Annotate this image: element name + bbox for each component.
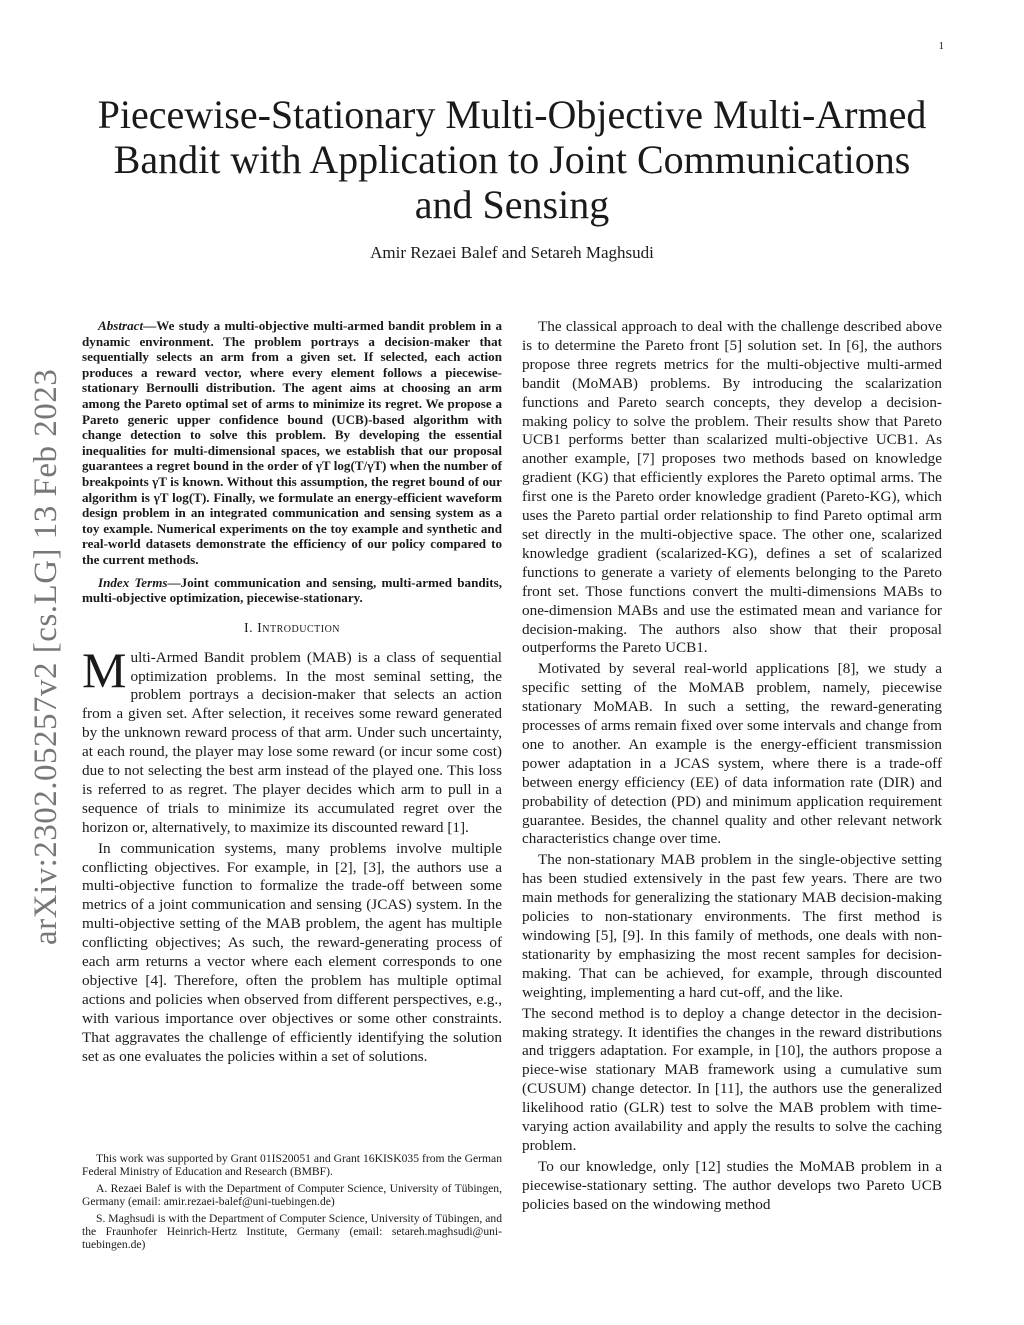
left-column [82,318,502,1067]
footnotes [82,1152,502,1255]
right-column [522,318,942,1215]
index-terms-text: —Joint communication and sensing, multi-armed bandits, multi-objective optimization, piecewise-stationary. [82,574,502,606]
right-paragraph-2: Motivated by several real-world applications [8], we study a specific setting of the MoMAB problem, namely, piecewise stationary MoMAB. In such a setting, the reward-generating processes of arms remain fixed over some intervals and change from one to another. An example is the energy-efficient transmission power adaptation in a JCAS system, where there is a trade-off between energy efficiency (EE) of data information rate (DIR) and probability of detection (PD) and minimum application requirement guarantee. Besides, the channel quality and other relevant network characteristics change over time. [522,660,942,848]
section-heading-introduction: I. Introduction [243,620,341,636]
abstract-lead: Abstract [98,318,144,333]
footnote-author-1: A. Rezaei Balef is with the Department of Computer Science, University of Tübingen, Germany (email: amir.rezaei-balef@uni-tuebingen.de) [82,1181,502,1209]
paper-authors: Amir Rezaei Balef and Setareh Maghsudi [370,243,654,262]
index-terms-lead: Index Terms [98,574,168,590]
right-paragraph-3: The non-stationary MAB problem in the single-objective setting has been studied extensively in the past few years. There are two main methods for generalizing the stationary MAB decision-making policies to non-stationary environments. The first method is windowing [5], [9]. In this family of methods, one deals with non-stationarity by emphasizing the most recent samples for decision-making. That can be achieved, for example, through discounted weighting, implementing a hard cut-off, and the like. [522,851,942,1001]
drop-cap: M [82,641,127,698]
footnote-author-2: S. Maghsudi is with the Department of Computer Science, University of Tübingen, and the Fraunhofer Heinrich-Hertz Institute, Germany (email: setareh.maghsudi@uni-tuebingen.de) [82,1211,502,1252]
index-terms [82,575,502,606]
intro-paragraph-2: In communication systems, many problems involve multiple conflicting objectives. For example, in [2], [3], the authors use a multi-objective function to formalize the trade-off between some metrics of a joint communication and sensing (JCAS) system. In the multi-objective setting of the MAB problem, the agent has multiple conflicting objectives; As such, the reward-generating process of each arm returns a vector where each element corresponds to one objective [4]. Therefore, often the problem has multiple optimal actions and policies when observed from different perspectives, e.g., with various importance over objectives or some other constraints. That aggravates the challenge of efficiently identifying the solution set as one evaluates the policies within a set of solutions. [82,839,502,1065]
footnote-funding: This work was supported by Grant 01IS20051 and Grant 16KISK035 from the German Federal Ministry of Education and Research (BMBF). [82,1152,502,1179]
right-paragraph-5: To our knowledge, only [12] studies the MoMAB problem in a piecewise-stationary setting. The author develops two Pareto UCB policies based on the windowing method [522,1157,942,1213]
right-paragraph-4: The second method is to deploy a change detector in the decision-making strategy. It identifies the changes in the reward distributions and triggers adaptation. For example, in [10], the authors propose a piece-wise stationary MAB framework using a cumulative sum (CUSUM) change detector. In [11], the authors use the generalized likelihood ratio (GLR) test to solve the MAB problem with time-varying action availability and apply the results to solve the caching problem. [522,1004,942,1154]
intro-paragraph-1 [82,641,502,838]
abstract-text: —We study a multi-objective multi-armed bandit problem in a dynamic environment. The problem portrays a decision-maker that sequentially selects an arm from a given set. If selected, each action produces a reward vector, where every element follows a piecewise-stationary Bernoulli distribution. The agent aims at choosing an arm among the Pareto optimal set of arms to minimize its regret. We propose a Pareto generic upper confidence bound (UCB)-based algorithm with change detection to solve this problem. By developing the essential inequalities for multi-dimensional spaces, we establish that our proposal guarantees a regret bound in the order of γT log(T/γT) when the number of breakpoints γT is known. Without this assumption, the regret bound of our algorithm is γT log(T). Finally, we formulate an energy-efficient waveform design problem in an integrated communication and sensing system as a toy example. Numerical experiments on the toy example and synthetic and real-world datasets demonstrate the efficiency of our policy compared to the current methods. [82,318,502,567]
arxiv-identifier-stamp: arXiv:2302.05257v2 [cs.LG] 13 Feb 2023 [28,368,64,945]
right-paragraph-1: The classical approach to deal with the challenge described above is to determine the Pareto front [5] solution set. In [6], the authors propose three regrets metrics for the multi-objective multi-armed bandit (MoMAB) problems. By introducing the scalarization functions and Pareto search concepts, they develop a decision-making policy to solve the problem. Their results show that Pareto UCB1 performs better than scalarized multi-objective UCB1. As another example, [7] proposes two methods based on knowledge gradient (KG) that efficiently explores the Pareto optimal arms. The first one is the Pareto order knowledge gradient (Pareto-KG), which uses the Pareto partial order relationship to find Pareto optimal arm set directly in the multi-objective space. The other one, scalarized knowledge gradient (scalarized-KG), defines a set of scalarized functions to generate a variety of elements belonging to the Pareto front set. Those functions convert the multi-dimensions MABs to one-dimension MABs and use the estimated mean and variance for decision-making. The authors also show that their proposal outperforms the Pareto UCB1. [522,318,942,657]
paper-title: Piecewise-Stationary Multi-Objective Multi-Armed Bandit with Application to Joint Communications and Sensing [97,92,927,227]
intro-paragraph-1-text: ulti-Armed Bandit problem (MAB) is a class of sequential optimization problems. In the most seminal setting, the problem portrays a decision-maker that selects an action from a given set. After selection, it receives some reward generated by the unknown reward process of that arm. Under such uncertainty, at each round, the player may lose some reward (or incur some cost) due to not selecting the best arm instead of the played one. This loss is referred to as regret. The player decides which arm to pull in a sequence of trials to minimize its accumulated regret over the horizon or, alternatively, to maximize its discounted reward [1]. [82,648,502,836]
abstract [82,318,502,568]
page-number: 1 [938,40,944,52]
